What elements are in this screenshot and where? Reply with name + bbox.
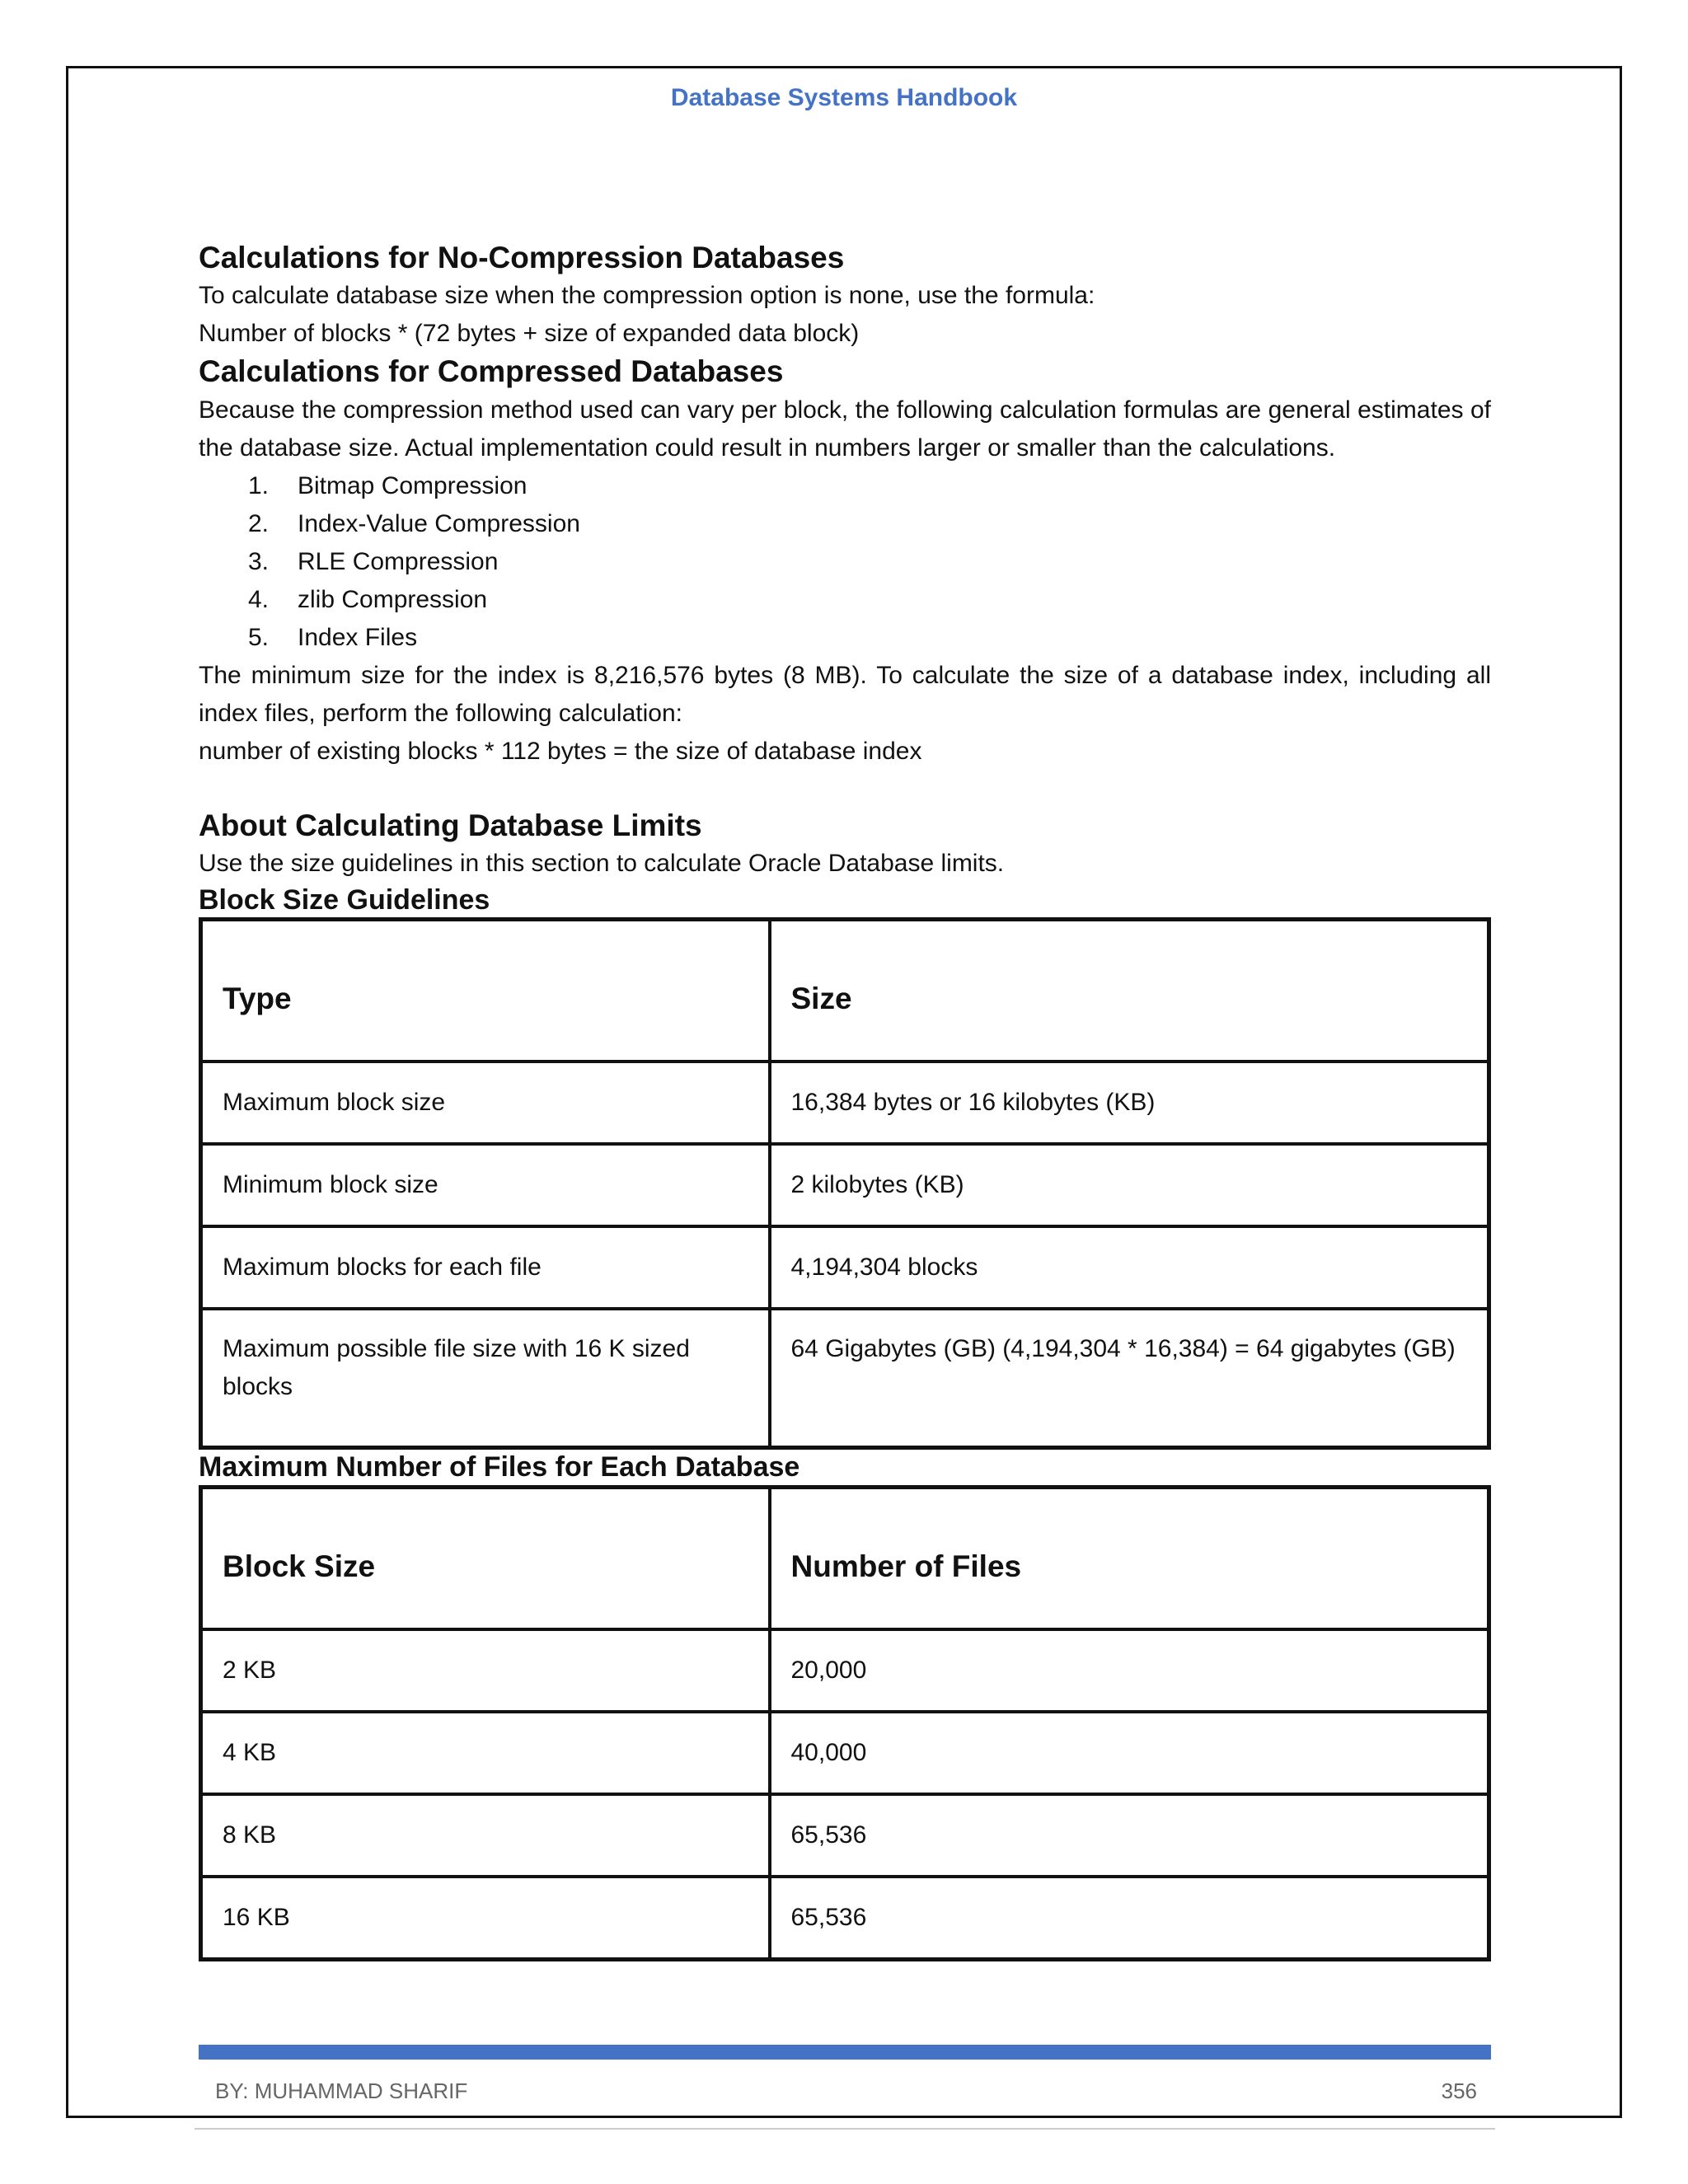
table-cell: Maximum blocks for each file [201, 1226, 770, 1309]
page-content [199, 231, 1491, 1961]
table-row [201, 1794, 1489, 1877]
table-cell: Maximum block size [201, 1062, 770, 1144]
table-cell: 65,536 [770, 1794, 1489, 1877]
no-compression-text: To calculate database size when the compression option is none, use the formula: [199, 282, 1095, 310]
index-size-formula: number of existing blocks * 112 bytes = the size of database index [199, 737, 922, 765]
table-row [201, 1144, 1489, 1226]
table-cell: 2 kilobytes (KB) [770, 1144, 1489, 1226]
table-header-row [201, 920, 1489, 1062]
table-row [201, 1226, 1489, 1309]
list-item [199, 467, 1491, 505]
list-label: Index-Value Compression [298, 509, 580, 537]
column-header: Number of Files [770, 1487, 1489, 1629]
heading-no-compression: Calculations for No-Compression Databases [199, 241, 845, 274]
files-table [199, 1485, 1491, 1961]
list-item [199, 581, 1491, 619]
table-cell: 4 KB [201, 1712, 770, 1794]
table-cell: 2 KB [201, 1629, 770, 1712]
list-label: Bitmap Compression [298, 471, 528, 499]
heading-database-limits: About Calculating Database Limits [199, 808, 702, 842]
block-size-table-title: Block Size Guidelines [199, 883, 490, 916]
list-number: 1. [248, 471, 270, 499]
table-cell: Minimum block size [201, 1144, 770, 1226]
list-number: 2. [248, 509, 270, 537]
list-number: 5. [248, 623, 270, 651]
heading-compressed: Calculations for Compressed Databases [199, 354, 784, 389]
running-header: Database Systems Handbook [670, 84, 1018, 111]
table-row [201, 1877, 1489, 1960]
table-cell: 8 KB [201, 1794, 770, 1877]
list-number: 4. [248, 585, 270, 613]
list-label: RLE Compression [298, 547, 499, 575]
table-cell: 64 Gigabytes (GB) (4,194,304 * 16,384) = 64 gigabytes (GB) [770, 1309, 1489, 1448]
compressed-paragraph: Because the compression method used can vary per block, the following calculation formulas are general estimates of the database size. Actual implementation could result in numbers larger or smaller than the calculations. [199, 396, 1491, 462]
table-cell: 16 KB [201, 1877, 770, 1960]
table-header-row [201, 1487, 1489, 1629]
files-table-title: Maximum Number of Files for Each Database [199, 1451, 800, 1483]
compression-list [199, 467, 1491, 657]
list-item [199, 619, 1491, 657]
footer-author: BY: MUHAMMAD SHARIF [215, 2079, 468, 2103]
list-label: zlib Compression [298, 585, 488, 613]
page-number: 356 [1441, 2079, 1477, 2103]
table-row [201, 1712, 1489, 1794]
column-header: Size [770, 920, 1489, 1062]
column-header: Type [201, 920, 770, 1062]
table-row [201, 1629, 1489, 1712]
footer-accent-bar [199, 2045, 1491, 2060]
list-number: 3. [248, 547, 270, 575]
footer-divider [195, 2128, 1495, 2130]
block-size-table [199, 917, 1491, 1450]
list-label: Index Files [298, 623, 418, 651]
table-cell: 20,000 [770, 1629, 1489, 1712]
table-cell: 65,536 [770, 1877, 1489, 1960]
table-cell: Maximum possible file size with 16 K sized blocks [201, 1309, 770, 1448]
limits-intro: Use the size guidelines in this section to calculate Oracle Database limits. [199, 849, 1005, 877]
column-header: Block Size [201, 1487, 770, 1629]
table-row [201, 1062, 1489, 1144]
list-item [199, 543, 1491, 581]
no-compression-formula: Number of blocks * (72 bytes + size of expanded data block) [199, 320, 860, 348]
table-row [201, 1309, 1489, 1448]
list-item [199, 505, 1491, 543]
table-cell: 40,000 [770, 1712, 1489, 1794]
min-index-size-paragraph: The minimum size for the index is 8,216,576 bytes (8 MB). To calculate the size of a database index, including all index files, perform the following calculation: [199, 661, 1491, 727]
table-cell: 4,194,304 blocks [770, 1226, 1489, 1309]
table-cell: 16,384 bytes or 16 kilobytes (KB) [770, 1062, 1489, 1144]
